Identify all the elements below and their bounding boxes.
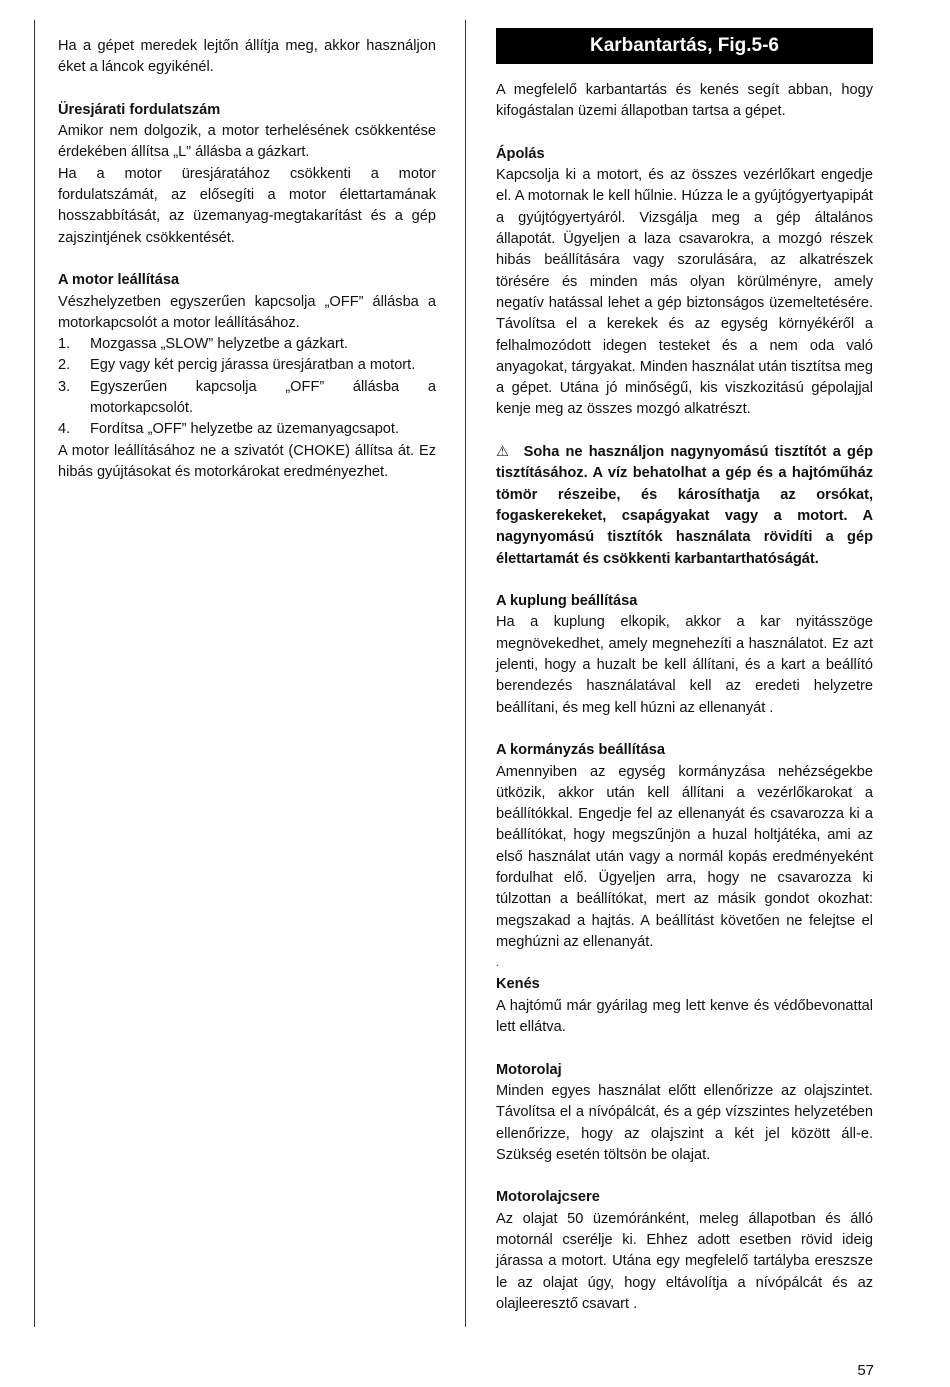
center-column-rule [465,20,466,1327]
list-item [58,377,436,420]
care-heading: Ápolás [496,145,545,162]
step-number: 3. [58,378,71,395]
steering-heading: A kormányzás beállítása [496,742,665,759]
list-item [58,334,436,355]
care-paragraph: Kapcsolja ki a motort, és az összes vezérlőkart engedje el. A motornak le kell hűlnie. Húzza le a gyújtógyertyapipát a gyújtógyertyáról. Vizsgálja meg a gép általános állapotát. Ügyeljen a laza csavarokra, a mozgó részek hibás beállítására vagy szorulására, az alkatrészek törésére és minden más olyan körülményre, amely negatív hatással lehet a gép biztonságos üzemeltetésére. Távolítsa el a kerekek és az egység környékéről a felhalmozódott idegen testeket és a nem oda való anyagokat, tárgyakat. Minden használat után tisztítsa meg a gépet. Utána jó minőségű, kis viszkozitású gépolajjal kenje meg az összes mozgó alkatrészt. [496,167,873,418]
steering-paragraph: Amennyiben az egység kormányzása nehézségekbe ütközik, akkor után kell állítani a vezérlőkarokat a beállítókkal. Engedje fel az ellenanyát és csavarozza ki a beállítókat, hogy megszűnjön a huzal holtjátéka, ami az első használat után vagy a normál kopás eredményeként fordulhat elő. Ügyeljen arra, hogy ne csavarozza ki túlzottan a beállítókat, mert az másik gondot okozhat: megszakad a hajtás. A beállítást követően ne felejtse el meghúzni az ellenanyát. [496,763,873,950]
list-item [58,419,436,440]
stop-steps-list [58,334,436,440]
warning-text: Soha ne használjon nagynyomású tisztítót a gép tisztításához. A víz behatolhat a gép és a hajtóműház tömör részeibe, és károsíthatja az orsókat, fogaskerekeket, csapágyakat vagy a motort. A nagynyomású tisztítók használata rövidíti a gép élettartamát és csökkenti karbantarthatóságát. [496,444,873,567]
stop-paragraph-2: A motor leállításához ne a szivatót (CHOKE) állítsa át. Ez hibás gyújtásokat és motorkárokat eredményezhet. [58,442,436,480]
maintenance-intro: A megfelelő karbantartás és kenés segít abban, hogy kifogástalan üzemi állapotban tartsa a gépet. [496,82,873,120]
left-column [58,36,436,483]
right-column [496,28,873,1315]
idle-paragraph-1: Amikor nem dolgozik, a motor terhelésének csökkentése érdekében állítsa „L” állásba a gázkart. [58,123,436,161]
stray-dot: . [496,958,499,970]
step-text: Fordítsa „OFF” helyzetbe az üzemanyagcsapot. [90,421,400,438]
warning-triangle-icon: ⚠ [496,444,512,461]
stop-paragraph-1: Vészhelyzetben egyszerűen kapcsolja „OFF” állásba a motorkapcsolót a motor leállításához. [58,293,436,331]
oil-heading: Motorolaj [496,1061,562,1078]
step-number: 1. [58,336,71,353]
left-margin-rule [34,20,35,1327]
lube-paragraph: A hajtómű már gyárilag meg lett kenve és védőbevonattal lett ellátva. [496,997,873,1036]
intro-paragraph: Ha a gépet meredek lejtőn állítja meg, akkor használjon éket a láncok egyikénél. [58,38,436,76]
oil-paragraph: Minden egyes használat előtt ellenőrizze az olajszintet. Távolítsa el a nívópálcát, és a gép vízszintes helyzetében ellenőrizze, hogy az olajszint a két jel között áll-e. Szükség esetén töltsön be olajat. [496,1082,873,1163]
oil-change-heading: Motorolajcsere [496,1189,600,1206]
page-number: 57 [857,1362,874,1379]
step-number: 2. [58,357,71,374]
idle-heading: Üresjárati fordulatszám [58,101,221,118]
idle-paragraph-2: Ha a motor üresjáratához csökkenti a motor fordulatszámát, az elősegíti a motor élettartamának hosszabbítását, az üzemanyag-megtakarítást és a gép zajszintjének csökkentését. [58,165,436,246]
step-text: Egy vagy két percig járassa üresjáratban a motort. [90,357,416,374]
clutch-heading: A kuplung beállítása [496,593,638,610]
stop-heading: A motor leállítása [58,272,180,289]
step-text: Mozgassa „SLOW” helyzetbe a gázkart. [90,336,348,353]
lube-heading: Kenés [496,976,540,993]
warning-paragraph [496,442,873,570]
clutch-paragraph: Ha a kuplung elkopik, akkor a kar nyitásszöge megnövekedhet, amely megnehezíti a használatot. Ez azt jelenti, hogy a huzalt be kell állítani, és a kart a beállító berendezés használatával kell az eredeti helyzetre beállítani, és meg kell húzni az ellenanyát . [496,614,873,716]
step-text: Egyszerűen kapcsolja „OFF” állásba a motorkapcsolót. [90,378,436,417]
list-item [58,355,436,376]
section-header: Karbantartás, Fig.5-6 [496,28,873,64]
oil-change-paragraph: Az olajat 50 üzemóránként, meleg állapotban és álló motornál cserélje ki. Ehhez adott esetben rövid ideig járassa a motort. Utána egy megfelelő tartályba ereszsze le az olajat úgy, hogy eltávolítja a nívópálcát és az olajleeresztő csavart . [496,1210,873,1312]
step-number: 4. [58,421,71,438]
